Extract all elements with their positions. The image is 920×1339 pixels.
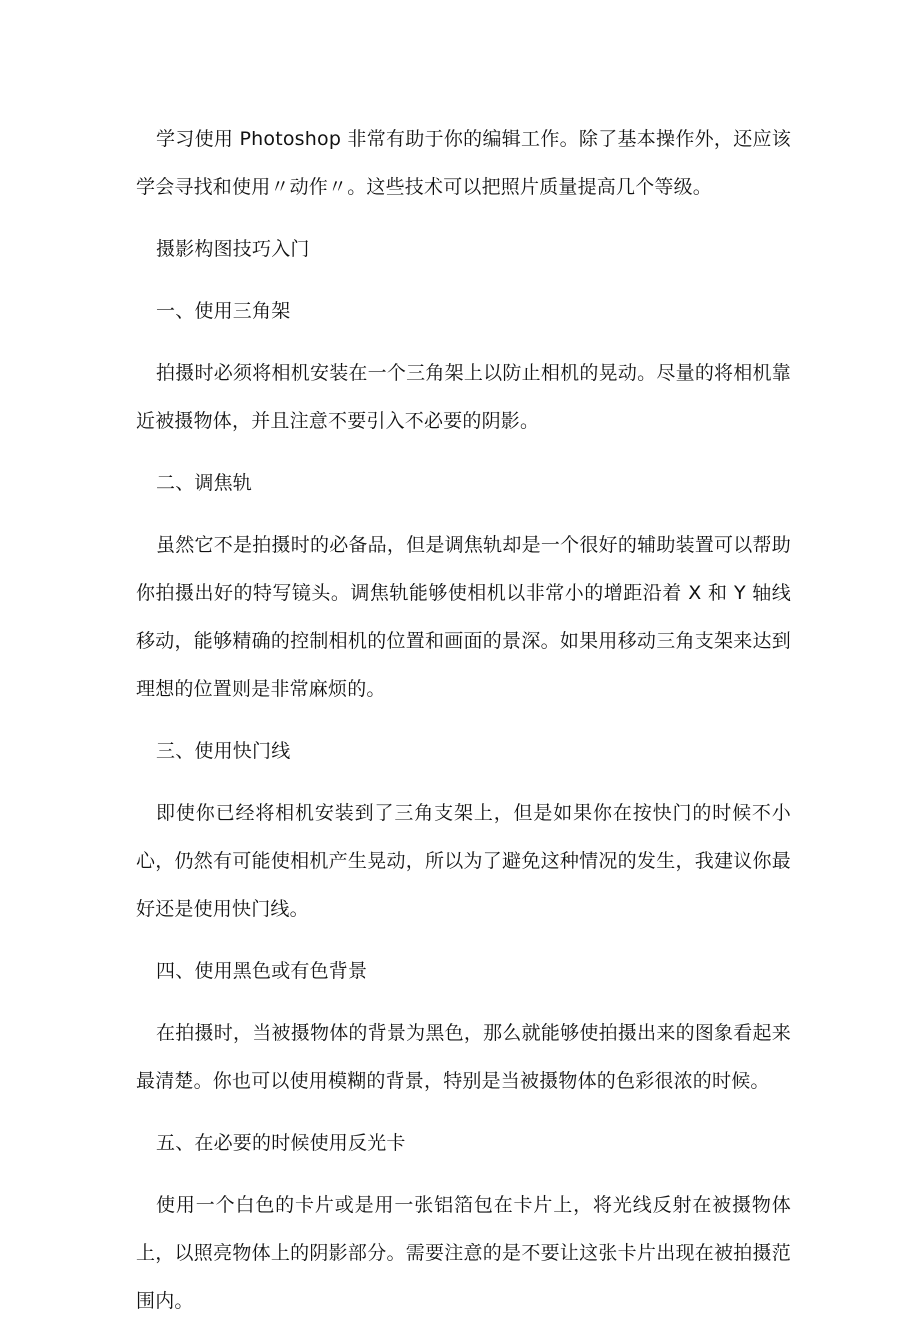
- section-paragraph: 即使你已经将相机安装到了三角支架上，但是如果你在按快门的时候不小心，仍然有可能使相机产生晃动，所以为了避免这种情况的发生，我建议你最好还是使用快门线。: [136, 802, 791, 920]
- section-paragraph: 使用一个白色的卡片或是用一张铝箔包在卡片上，将光线反射在被摄物体上，以照亮物体上的阴影部分。需要注意的是不要让这张卡片出现在被拍摄范围内。: [136, 1194, 791, 1312]
- document-title: 摄影构图技巧入门: [156, 238, 310, 260]
- section-paragraph: 拍摄时必须将相机安装在一个三角架上以防止相机的晃动。尽量的将相机靠近被摄物体，并且注意不要引入不必要的阴影。: [136, 362, 791, 432]
- section-paragraph: 在拍摄时，当被摄物体的背景为黑色，那么就能够使拍摄出来的图象看起来最清楚。你也可以使用模糊的背景，特别是当被摄物体的色彩很浓的时候。: [136, 1022, 791, 1092]
- section-heading: 三、使用快门线: [156, 740, 291, 762]
- intro-paragraph: 学习使用 Photoshop 非常有助于你的编辑工作。除了基本操作外，还应该学会寻找和使用〃动作〃。这些技术可以把照片质量提高几个等级。: [136, 128, 791, 198]
- section-heading: 四、使用黑色或有色背景: [156, 960, 368, 982]
- document-body: [136, 115, 791, 1339]
- section-heading: 一、使用三角架: [156, 300, 291, 322]
- section-paragraph: 虽然它不是拍摄时的必备品，但是调焦轨却是一个很好的辅助装置可以帮助你拍摄出好的特写镜头。调焦轨能够使相机以非常小的增距沿着 X 和 Y 轴线移动，能够精确的控制相机的位置和画面的景深。如果用移动三角支架来达到理想的位置则是非常麻烦的。: [136, 534, 791, 700]
- section-heading: 五、在必要的时候使用反光卡: [156, 1132, 406, 1154]
- section-heading: 二、调焦轨: [156, 472, 253, 494]
